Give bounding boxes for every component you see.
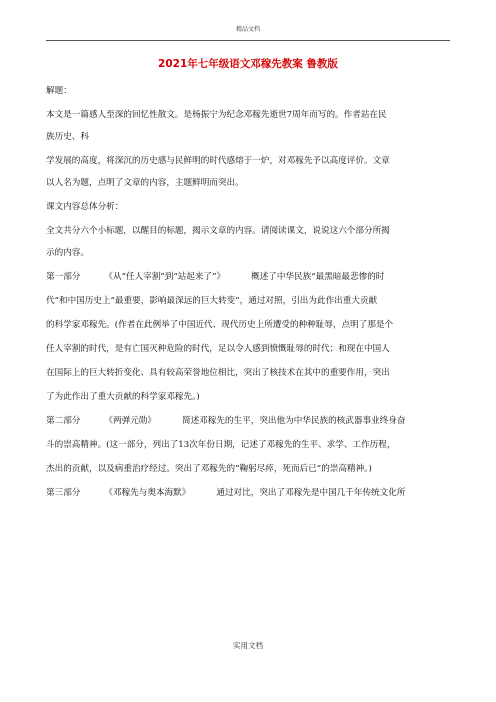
paragraph-line: 学发展的高度，将深沉的历史感与民鲜明的时代感熔于一炉，对邓稼先予以高度评价。文章 — [46, 156, 390, 166]
paragraph-line: 代”和中国历史上“最重要，影响最深远的巨大转变”，通过对照，引出为此作出重大贡献 — [46, 296, 378, 306]
part-two-heading-line — [46, 410, 450, 432]
section-heading-analysis: 课文内容总体分析： — [46, 202, 124, 212]
part-three-label: 第三部分 — [46, 488, 81, 498]
page-footer-label: 实用文档 — [233, 641, 263, 650]
part-one-heading-line — [46, 266, 450, 288]
part-two-label: 第二部分 — [46, 416, 81, 426]
paragraph-line: 斗的崇高精神。(这一部分，列出了13次年份日期，记述了邓稼先的生平、求学、工作历程， — [46, 440, 396, 450]
paragraph-line: 任人宰割的时代，是有亡国灭种危险的时代，足以令人感到愤慨耻辱的时代；和现在中国人 — [46, 344, 390, 354]
paragraph-line: 族历史、科 — [46, 132, 89, 142]
paragraph-line: 以人名为题，点明了文章的内容，主题鲜明而突出。 — [46, 178, 244, 188]
paragraph-line: 全文共分六个小标题，以醒目的标题，揭示文章的内容。请阅读课文，说说这六个部分所揭 — [46, 226, 390, 236]
part-one-label: 第一部分 — [46, 272, 81, 282]
page-header-label: 精品文档 — [235, 26, 260, 33]
document-title: 2021年七年级语文邓稼先教案 鲁教版 — [158, 58, 338, 70]
paragraph-line: 杰出的贡献，以及病重治疗经过。突出了邓稼先的“鞠躬尽瘁，死而后已”的崇高精神。) — [46, 464, 372, 474]
section-heading-jieti: 解题： — [46, 86, 72, 96]
paragraph-line: 了为此作出了重大贡献的科学家邓稼先。) — [46, 392, 200, 402]
part-one-summary: 概述了中华民族“最黑暗最悲惨的时 — [251, 272, 385, 282]
part-three-heading-line — [46, 482, 450, 504]
paragraph-line: 本文是一篇感人至深的回忆性散文。是杨振宁为纪念邓稼先逝世7周年而写的。作者站在民 — [46, 110, 387, 120]
part-two-summary: 简述邓稼先的生平，突出他为中华民族的核武器事业终身奋 — [181, 416, 406, 426]
part-three-summary: 通过对比，突出了邓稼先是中国几千年传统文化所 — [216, 488, 406, 498]
paragraph-line: 示的内容。 — [46, 248, 89, 258]
part-one-title: 《从“任人宰割”到“站起来了”》 — [104, 272, 226, 282]
part-two-title: 《两弹元勋》 — [104, 416, 156, 426]
header-divider — [46, 40, 450, 41]
document-body — [46, 80, 450, 504]
part-three-title: 《邓稼先与奥本海默》 — [104, 488, 191, 498]
paragraph-line: 在国际上的巨大转折变化、具有较高荣誉地位相比，突出了核技术在其中的重要作用，突出 — [46, 368, 390, 378]
paragraph-line: 的科学家邓稼先。(作者在此例举了中国近代、现代历史上所遭受的种种耻辱，点明了那是个 — [46, 320, 394, 330]
